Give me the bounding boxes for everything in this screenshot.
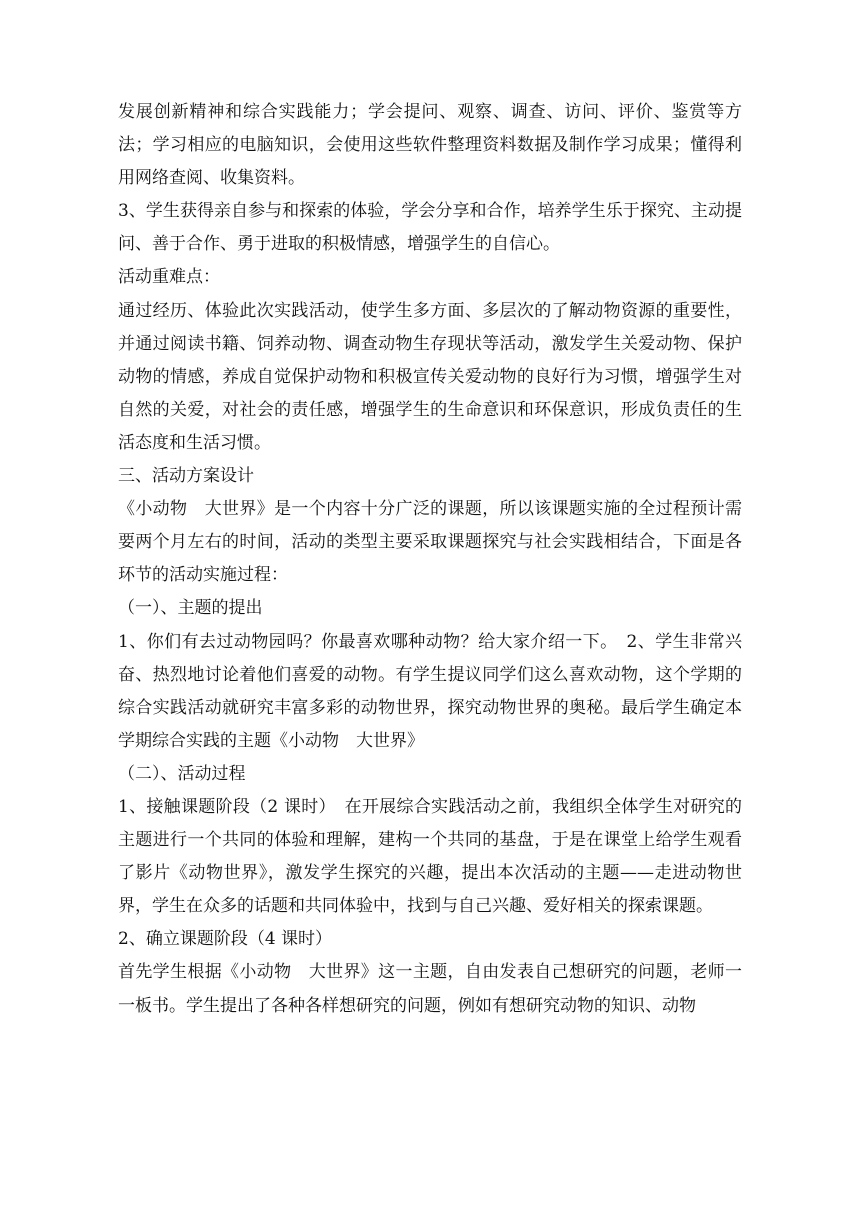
paragraph-objective-3: 3、学生获得亲自参与和探索的体验，学会分享和合作，培养学生乐于探究、主动提问、善于合作、勇于进取的积极情感，增强学生的自信心。	[118, 201, 742, 255]
paragraph-plan-design: 《小动物 大世界》是一个内容十分广泛的课题，所以该课题实施的全过程预计需要两个月左右的时间，活动的类型主要采取课题探究与社会实践相结合，下面是各环节的活动实施过程：	[118, 499, 742, 586]
paragraph-objectives-continued: 发展创新精神和综合实践能力；学会提问、观察、调查、访问、评价、鉴赏等方法；学习相应的电脑知识，会使用这些软件整理资料数据及制作学习成果；懂得利用网络查阅、收集资料。	[118, 102, 742, 189]
heading-plan-design: 三、活动方案设计	[118, 466, 254, 487]
paragraph-topic-proposal: 1、你们有去过动物园吗？你最喜欢哪种动物？给大家介绍一下。 2、学生非常兴奋、热烈地讨论着他们喜爱的动物。有学生提议同学们这么喜欢动物，这个学期的综合实践活动就研究丰富多彩的动物世界，探究动物世界的奥秘。最后学生确定本学期综合实践的主题《小动物 大世界》	[118, 631, 742, 751]
heading-activity-process: （二）、活动过程	[118, 763, 246, 784]
paragraph-contact-stage: 1、接触课题阶段（2 课时） 在开展综合实践活动之前，我组织全体学生对研究的主题进行一个共同的体验和理解，建构一个共同的基盘，于是在课堂上给学生观看了影片《动物世界》，激发学生探究的兴趣，提出本次活动的主题——走进动物世界，学生在众多的话题和共同体验中，找到与自己兴趣、爱好相关的探索课题。	[118, 796, 742, 917]
paragraph-establish-stage: 首先学生根据《小动物 大世界》这一主题，自由发表自己想研究的问题，老师一一板书。学生提出了各种各样想研究的问题，例如有想研究动物的知识、动物	[118, 962, 742, 1016]
heading-key-points: 活动重难点：	[118, 267, 220, 288]
document-page	[118, 96, 742, 1023]
heading-establish-stage: 2、确立课题阶段（4 课时）	[118, 929, 333, 950]
paragraph-key-points: 通过经历、体验此次实践活动，使学生多方面、多层次的了解动物资源的重要性，并通过阅读书籍、饲养动物、调查动物生存现状等活动，激发学生关爱动物、保护动物的情感，养成自觉保护动物和积极宣传关爱动物的良好行为习惯，增强学生对自然的关爱，对社会的责任感，增强学生的生命意识和环保意识，形成负责任的生活态度和生活习惯。	[118, 300, 742, 453]
heading-topic-proposal: （一）、主题的提出	[118, 598, 263, 619]
